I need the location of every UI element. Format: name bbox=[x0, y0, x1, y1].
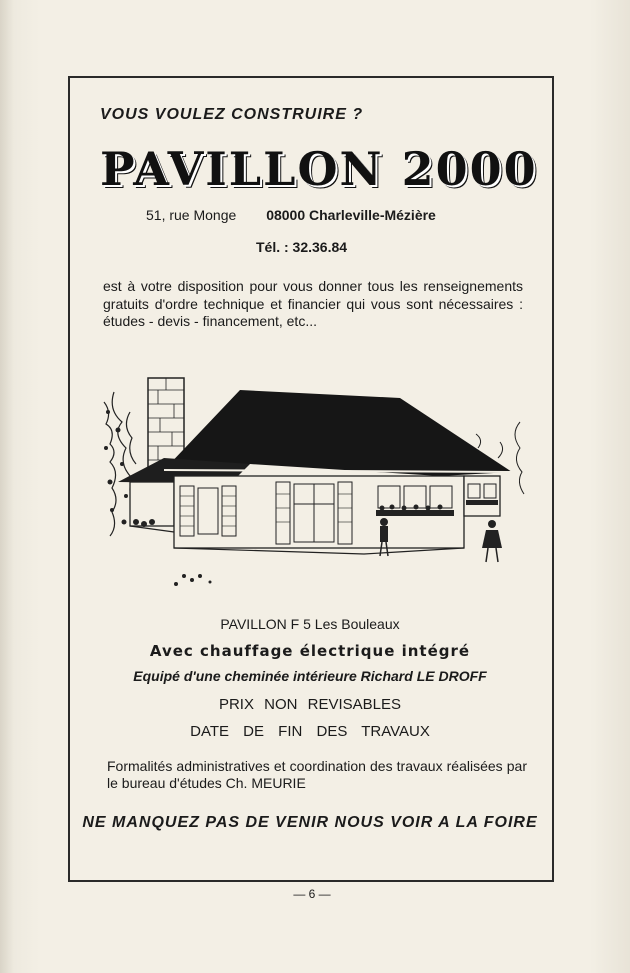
address-street: 51, rue Monge bbox=[146, 207, 237, 223]
brand-name: PAVILLON 2000 bbox=[100, 142, 538, 196]
address bbox=[146, 207, 546, 223]
intro-paragraph: est à votre disposition pour vous donner tous les renseignements gratuits d'ordre technique et financier qui vous sont nécessaires : études - devis - financement, etc... bbox=[103, 278, 523, 329]
phone-number: Tél. : 32.36.84 bbox=[256, 239, 348, 255]
address-city: 08000 Charleville-Mézière bbox=[266, 207, 436, 223]
house-illustration bbox=[100, 372, 532, 598]
heating-feature: Avec chauffage électrique intégré bbox=[149, 642, 471, 660]
page-number: — 6 — bbox=[293, 887, 331, 901]
price-note: PRIX NON REVISABLES bbox=[218, 696, 402, 713]
model-name: PAVILLON F 5 Les Bouleaux bbox=[220, 616, 400, 632]
deadline-note: DATE DE FIN DES TRAVAUX bbox=[190, 723, 430, 740]
call-to-action: NE MANQUEZ PAS DE VENIR NOUS VOIR A LA FOIRE bbox=[82, 814, 538, 831]
fireplace-feature: Equipé d'une cheminée intérieure Richard LE DROFF bbox=[133, 668, 487, 684]
formalities-paragraph: Formalités administratives et coordination des travaux réalisées par le bureau d'études Ch. MEURIE bbox=[107, 758, 527, 791]
headline: VOUS VOULEZ CONSTRUIRE ? bbox=[100, 106, 364, 123]
